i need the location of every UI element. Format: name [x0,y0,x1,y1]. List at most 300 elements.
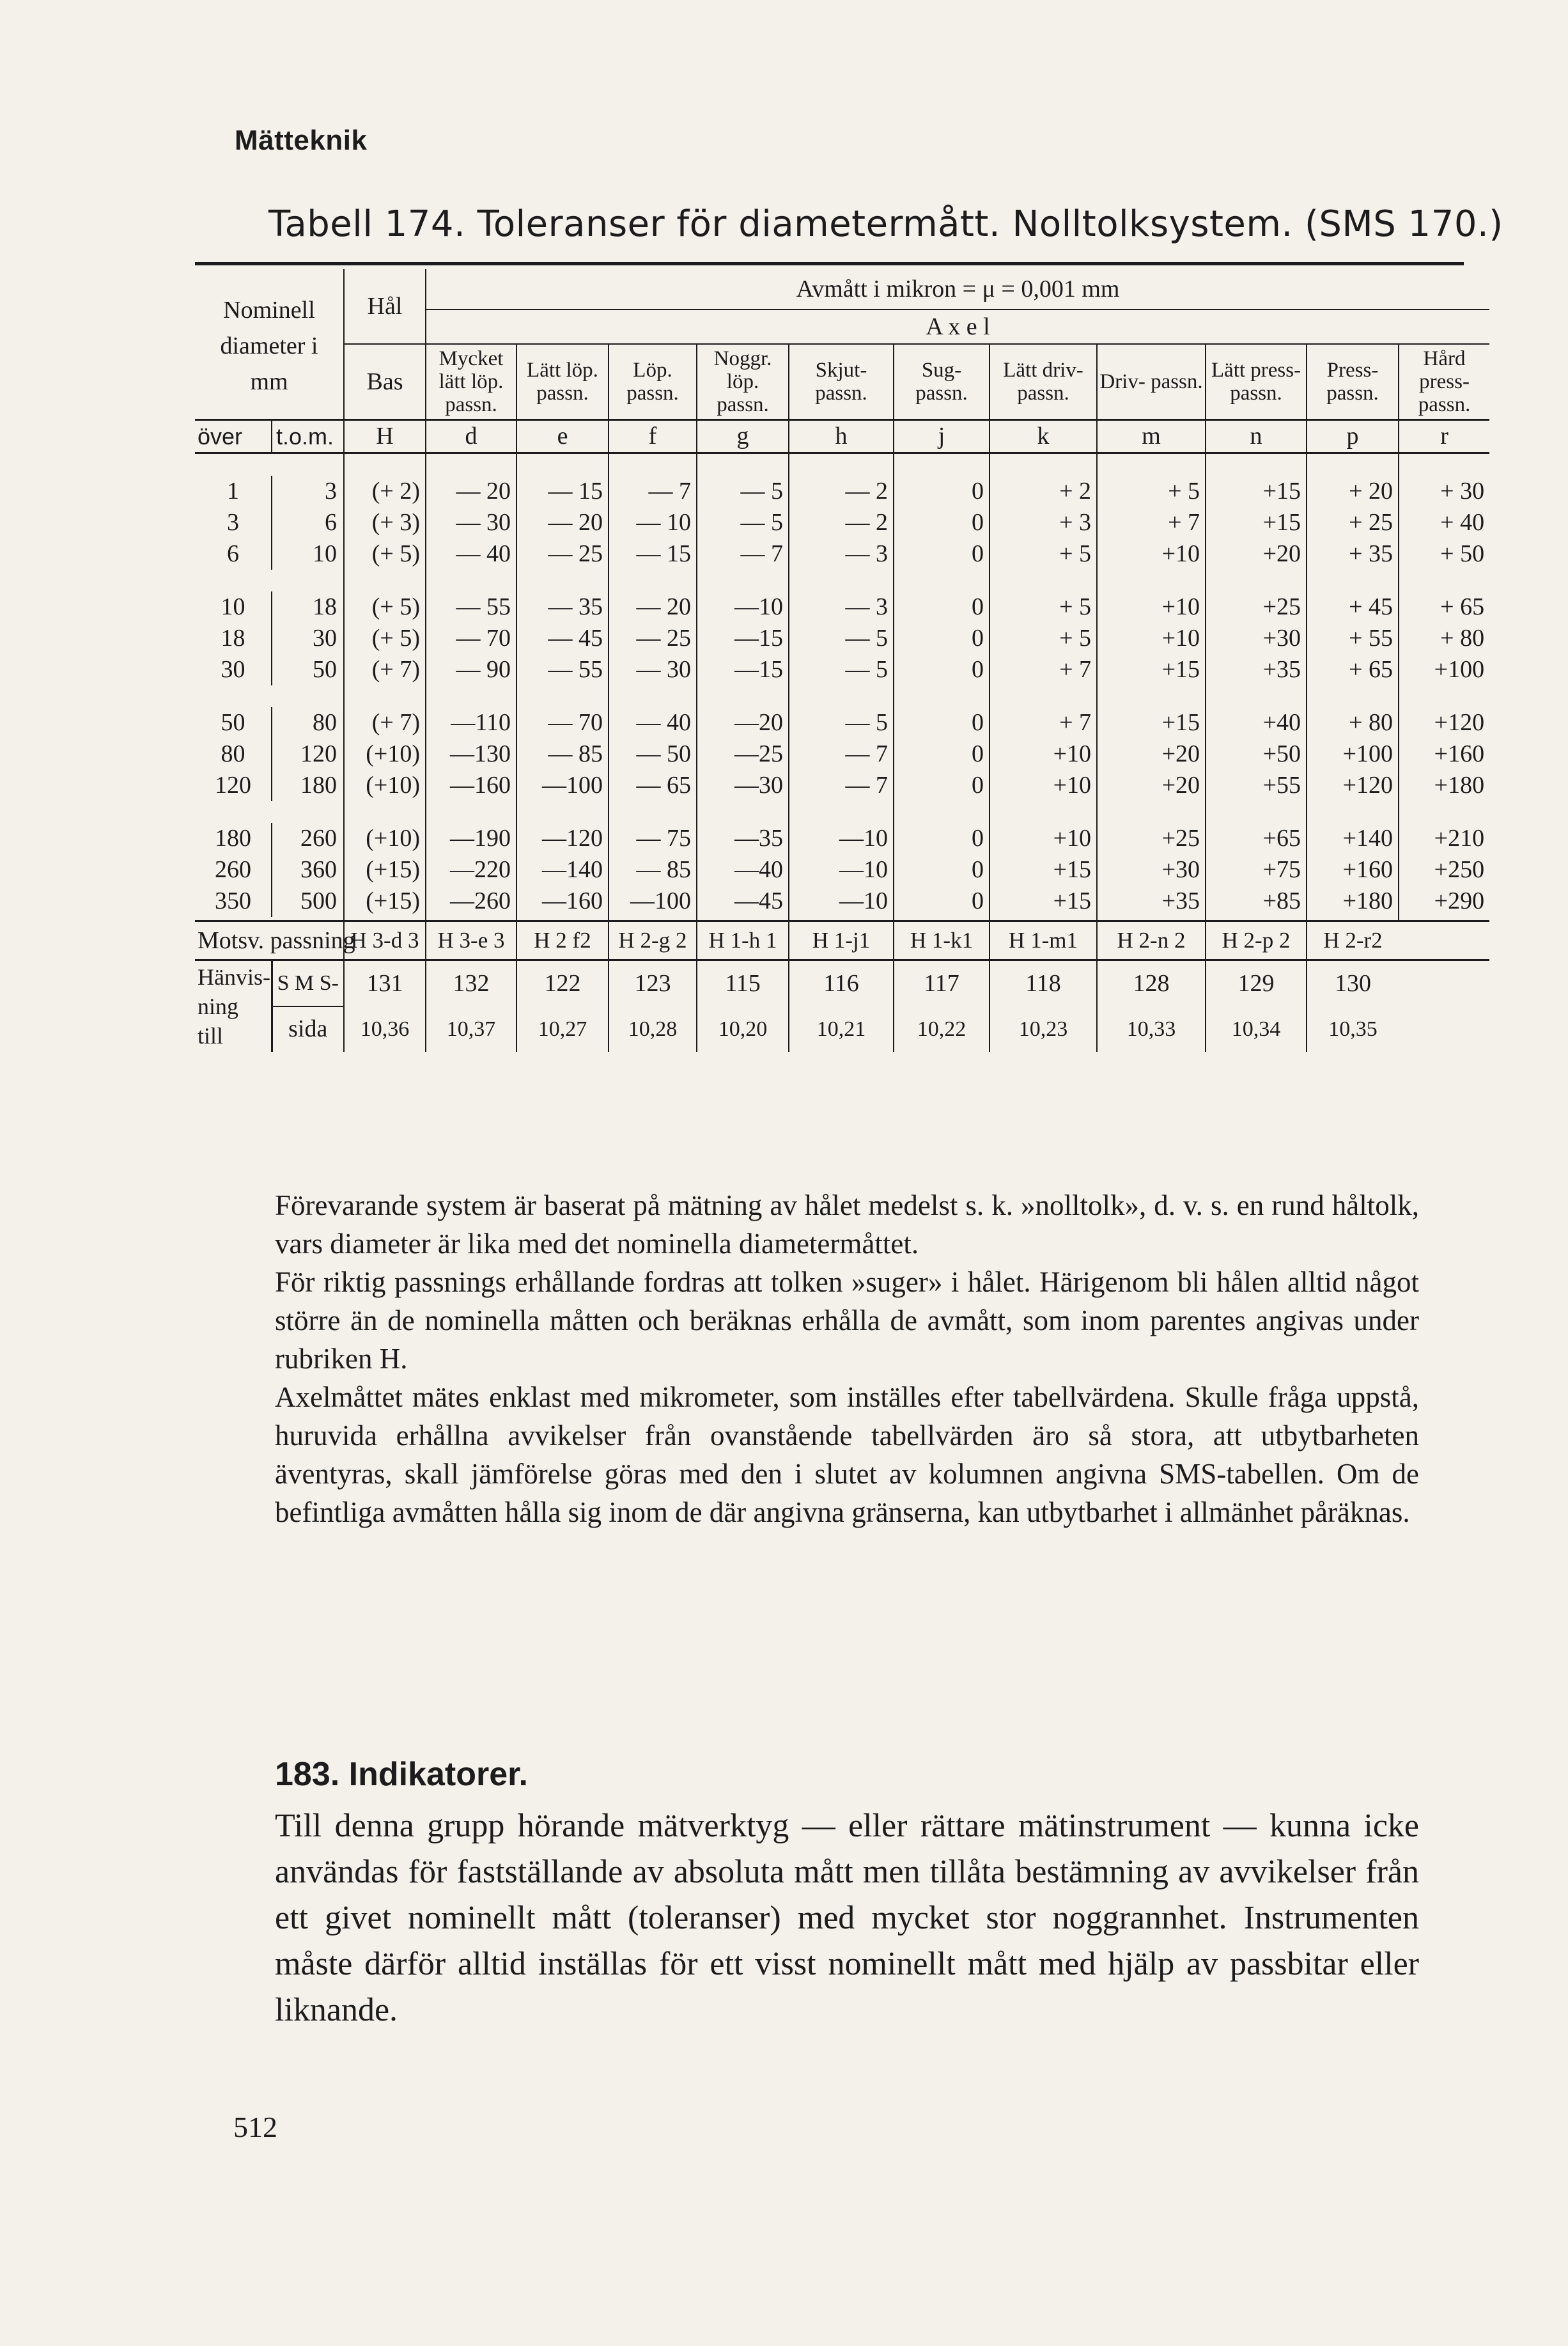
table-cell: + 65 [1307,654,1399,685]
motsv-value: H 3-e 3 [426,921,516,960]
table-cell: +140 [1307,823,1399,854]
table-cell: — 70 [426,623,516,654]
table-cell: — 45 [516,623,609,654]
table-cell: — 2 [789,507,894,538]
table-cell: —15 [697,623,789,654]
group-gap [195,685,1489,707]
table-cell: 80 [272,707,344,739]
table-row [195,538,1489,570]
table-cell: — 85 [516,739,609,770]
table-cell: —10 [789,854,894,886]
page-number: 512 [233,2111,277,2143]
sida-value: 10,35 [1328,1017,1378,1041]
table-cell: 18 [221,625,245,652]
sida-fill [1399,1006,1489,1052]
gap-cell [426,570,516,591]
gap-cell [516,685,609,707]
gap-cell [1399,453,1489,476]
motsv-value: H 2-p 2 [1206,921,1307,960]
gap-cell [609,801,697,823]
table-cell: + 25 [1307,507,1399,538]
paragraph: För riktig passnings erhållande fordras att tolken »suger» i hålet. Härigenom bli hålen alltid något större än de nominella måtten och beräknas erhålla de avmått, som inom parentes angivas under rubriken H. [275,1266,1419,1375]
gap-cell [990,801,1097,823]
sms-value: 118 [990,960,1097,1006]
sms-value: 128 [1097,960,1206,1006]
sida-value: 10,37 [426,1006,516,1052]
column-header: Driv- passn. [1097,344,1206,420]
sida-value: 10,21 [789,1006,894,1052]
table-row [195,770,1489,801]
table-cell: 0 [894,886,990,917]
table-cell: (+ 3) [344,507,426,538]
table-cell: — 75 [609,823,697,854]
column-header: Skjut- passn. [789,344,894,420]
table-cell: 18 [272,591,344,623]
group-gap [195,570,1489,591]
table-cell: —35 [697,823,789,854]
table-cell: —120 [516,823,609,854]
gap-cell [789,801,894,823]
paragraph: Förevarande system är baserat på mätning av hålet medelst s. k. »nolltolk», d. v. s. en rund håltolk, vars diameter är lika med det nominella diametermåttet. [275,1189,1419,1260]
sida-value: 10,28 [609,1006,697,1052]
table-cell: — 50 [609,739,697,770]
gap-cell [894,801,990,823]
table-row [195,591,1489,623]
table-cell: —100 [516,770,609,801]
column-letter: h [789,420,894,453]
sms-value: 122 [516,960,609,1006]
table-cell: 6 [227,540,239,567]
table-cell: + 45 [1307,591,1399,623]
table-cell: — 30 [609,654,697,685]
gap-cell [1097,801,1206,823]
table-cell: — 70 [516,707,609,739]
column-letter: g [697,420,789,453]
table-cell: (+10) [344,739,426,770]
table-cell: +290 [1434,888,1485,914]
table-cell: (+10) [344,823,426,854]
table-cell: +15 [1206,476,1307,507]
table-cell: +65 [1206,823,1307,854]
table-cell: — 40 [426,538,516,570]
gap-cell [1097,453,1206,476]
column-names-row [195,344,1489,420]
gap-cell [789,453,894,476]
table-cell: + 80 [1307,707,1399,739]
table-cell: +160 [1434,740,1485,767]
table-cell: +15 [1206,507,1307,538]
table-cell: + 30 [1440,478,1485,504]
column-header: Noggr. löp. passn. [697,344,789,420]
motsv-value: H 1-k1 [894,921,990,960]
table-cell: 180 [272,770,344,801]
sida-label: sida [272,1006,344,1052]
table-cell: 350 [215,888,251,914]
table-cell: — 7 [609,476,697,507]
table-cell: —110 [426,707,516,739]
gap-cell [272,453,344,476]
table-cell: — 5 [697,476,789,507]
gap-cell [516,801,609,823]
motsv-value: H 2-n 2 [1097,921,1206,960]
table-cell: — 7 [697,538,789,570]
table-cell: +180 [1307,886,1399,917]
table-cell: (+ 2) [344,476,426,507]
table-cell: —260 [426,886,516,917]
table-cell: + 40 [1440,509,1485,536]
table-cell: — 90 [426,654,516,685]
table-cell: — 25 [516,538,609,570]
table-cell: 10 [272,538,344,570]
column-letter: k [990,420,1097,453]
table-cell: 3 [227,509,239,536]
table-row [195,854,1489,886]
table-cell: (+15) [344,886,426,917]
sida-value: 10,23 [990,1006,1097,1052]
table-cell: +210 [1434,825,1485,852]
table-cell: — 7 [789,739,894,770]
gap-cell [789,570,894,591]
column-header: Lätt driv- passn. [990,344,1097,420]
over-header: över [198,423,243,450]
gap-cell [1206,801,1307,823]
table-cell: +15 [990,886,1097,917]
group-gap [195,453,1489,476]
table-cell: 6 [272,507,344,538]
table-cell: —160 [516,886,609,917]
table-cell: +20 [1206,538,1307,570]
sms-label: S M S- [272,960,344,1006]
gap-cell [426,453,516,476]
gap-cell [1307,453,1399,476]
column-letter: j [894,420,990,453]
table-cell: 0 [894,591,990,623]
header-row-1 [195,269,1489,309]
table-cell: 0 [894,739,990,770]
sms-value: 116 [789,960,894,1006]
table-cell: — 5 [789,623,894,654]
table-cell: 500 [272,886,344,917]
sms-value: 129 [1206,960,1307,1006]
sida-value: 10,20 [697,1006,789,1052]
gap-cell [516,453,609,476]
gap-cell [344,453,426,476]
table-cell: + 7 [990,707,1097,739]
letters-row [195,420,1489,453]
section-183-title: 183. Indikatorer. [275,1756,528,1793]
table-cell: + 50 [1440,540,1485,567]
table-cell: 0 [894,770,990,801]
table-cell: —130 [426,739,516,770]
table-row [195,739,1489,770]
column-letter: m [1097,420,1206,453]
table-cell: 30 [272,623,344,654]
gap-cell [1307,685,1399,707]
column-letter: p [1307,420,1399,453]
table-cell: 80 [221,740,245,767]
table-cell: 260 [272,823,344,854]
table-cell: 1 [227,478,239,504]
table-row [195,507,1489,538]
table-cell: (+ 7) [344,707,426,739]
table-cell: + 65 [1440,593,1485,620]
table-cell: 0 [894,507,990,538]
table-cell: 0 [894,707,990,739]
table-row [195,623,1489,654]
table-cell: +120 [1434,709,1485,736]
gap-cell [344,570,426,591]
table-cell: +55 [1206,770,1307,801]
table-cell: —20 [697,707,789,739]
sida-row [195,1006,1489,1052]
group-gap [195,801,1489,823]
motsv-value: H 2-r2 [1323,927,1383,953]
gap-cell [697,801,789,823]
table-cell: 3 [272,476,344,507]
table-cell: —100 [609,886,697,917]
table-cell: —10 [789,886,894,917]
table-cell: —45 [697,886,789,917]
table-cell: + 80 [1440,625,1485,652]
column-header: Lätt löp. passn. [516,344,609,420]
table-cell: + 7 [1097,507,1206,538]
table-cell: +15 [1097,654,1206,685]
gap-cell [609,453,697,476]
table-cell: +10 [1097,623,1206,654]
table-cell: — 25 [609,623,697,654]
table-cell: +30 [1097,854,1206,886]
gap-cell [1399,685,1489,707]
table-cell: +250 [1434,856,1485,883]
motsv-value: H 2-g 2 [609,921,697,960]
column-header: Press- passn. [1307,344,1399,420]
gap-cell [697,570,789,591]
table-cell: —140 [516,854,609,886]
gap-cell [344,685,426,707]
sms-value: 130 [1335,969,1371,997]
gap-cell [195,801,272,823]
table-row [195,886,1489,917]
table-cell: + 3 [990,507,1097,538]
table-cell: — 55 [426,591,516,623]
hanvis-label: Hänvis-ning till [198,964,270,1049]
gap-cell [609,685,697,707]
table-caption: Tabell 174. Toleranser för diametermått. Nolltolksystem. (SMS 170.) [268,203,1503,245]
motsv-row [195,921,1489,960]
gap-cell [516,570,609,591]
table-cell: +30 [1206,623,1307,654]
gap-cell [990,685,1097,707]
column-header: Hård press- passn. [1418,347,1471,416]
avmatt-header: Avmått i mikron = μ = 0,001 mm [796,276,1120,302]
tolerance-table [195,269,1489,1052]
gap-cell [195,685,272,707]
table-cell: +20 [1097,770,1206,801]
table-cell: 50 [272,654,344,685]
table-cell: 260 [215,856,251,883]
gap-cell [195,570,272,591]
gap-cell [697,453,789,476]
gap-cell [609,570,697,591]
table-cell: 120 [215,772,251,799]
gap-cell [894,685,990,707]
table-cell: —30 [697,770,789,801]
table-cell: +160 [1307,854,1399,886]
motsv-value: H 1-m1 [990,921,1097,960]
table-cell: +10 [990,823,1097,854]
table-cell: —15 [697,654,789,685]
bas-header: Bas [344,344,426,420]
table-row [195,707,1489,739]
motsv-value: H 1-j1 [789,921,894,960]
sida-value: 10,22 [894,1006,990,1052]
table-cell: +15 [990,854,1097,886]
motsv-value: H 3-d 3 [344,921,426,960]
table-cell: — 5 [789,654,894,685]
table-cell: (+ 5) [344,538,426,570]
gap-cell [344,801,426,823]
sms-value: 123 [609,960,697,1006]
table-cell: + 7 [990,654,1097,685]
table-row [195,823,1489,854]
table-cell: — 5 [789,707,894,739]
table-cell: + 5 [1097,476,1206,507]
table-cell: —190 [426,823,516,854]
table-cell: — 55 [516,654,609,685]
sms-value: 115 [697,960,789,1006]
column-letter: e [516,420,609,453]
table-cell: 0 [894,854,990,886]
table-cell: — 30 [426,507,516,538]
gap-cell [990,570,1097,591]
table-cell: +20 [1097,739,1206,770]
gap-cell [990,453,1097,476]
table-cell: —40 [697,854,789,886]
motsv-value: H 2 f2 [516,921,609,960]
table-cell: + 55 [1307,623,1399,654]
table-cell: 10 [221,593,245,620]
gap-cell [1307,801,1399,823]
table-cell: + 35 [1307,538,1399,570]
sms-fill [1399,960,1489,1006]
table-cell: — 20 [426,476,516,507]
table-cell: +180 [1434,772,1485,799]
gap-cell [1206,570,1307,591]
table-cell: 50 [221,709,245,736]
table-cell: +35 [1097,886,1206,917]
table-row [195,654,1489,685]
gap-cell [1206,685,1307,707]
table-cell: —25 [697,739,789,770]
tolerance-table-wrapper [195,262,1485,1052]
column-letter: r [1440,423,1448,450]
table-cell: — 10 [609,507,697,538]
gap-cell [272,570,344,591]
table-cell: +10 [990,739,1097,770]
table-cell: (+ 7) [344,654,426,685]
table-cell: 120 [272,739,344,770]
motsv-label: Motsv. passning [195,921,344,960]
table-cell: — 3 [789,538,894,570]
column-header: Löp. passn. [609,344,697,420]
table-cell: +10 [1097,538,1206,570]
gap-cell [272,801,344,823]
table-cell: 0 [894,654,990,685]
table-cell: — 40 [609,707,697,739]
table-cell: +100 [1307,739,1399,770]
paragraph: Axelmåttet mätes enklast med mikrometer, som inställes efter tabellvärdena. Skulle fråga uppstå, huruvida erhållna avvikelser från ovanstående tabellvärden äro så stora, att utbytbarheten äventyras, skall jämförelse göras med den i slutet av kolumnen angivna SMS-tabellen. Om de befintliga avmåtten hålla sig inom de där angivna gränserna, kan utbytbarhet i allmänhet påräknas. [275,1381,1419,1528]
column-letter: d [426,420,516,453]
body-text [275,1186,1419,1531]
table-cell: —220 [426,854,516,886]
gap-cell [426,801,516,823]
sms-row [195,960,1489,1006]
table-cell: + 20 [1307,476,1399,507]
table-cell: +75 [1206,854,1307,886]
column-header: Mycket lätt löp. passn. [426,344,516,420]
tom-header: t.o.m. [272,420,344,453]
table-cell: —10 [789,823,894,854]
table-cell: + 2 [990,476,1097,507]
table-cell: — 20 [609,591,697,623]
table-cell: — 65 [609,770,697,801]
table-cell: +50 [1206,739,1307,770]
gap-cell [1307,570,1399,591]
table-cell: —10 [697,591,789,623]
table-cell: — 5 [697,507,789,538]
sida-value: 10,27 [516,1006,609,1052]
gap-cell [272,685,344,707]
table-cell: — 35 [516,591,609,623]
column-letter: f [609,420,697,453]
section-title: Mätteknik [235,125,368,156]
gap-cell [894,453,990,476]
table-cell: — 20 [516,507,609,538]
table-cell: 30 [221,656,245,683]
gap-cell [789,685,894,707]
gap-cell [1206,453,1307,476]
gap-cell [1097,570,1206,591]
table-cell: 0 [894,823,990,854]
table-cell: +40 [1206,707,1307,739]
axel-header: A x e l [426,309,1489,344]
column-letter: H [344,420,426,453]
nominal-diameter-header: Nominell diameter i mm [220,297,318,395]
gap-cell [1097,685,1206,707]
table-cell: 180 [215,825,251,852]
table-cell: 0 [894,623,990,654]
table-cell: +10 [990,770,1097,801]
table-cell: — 3 [789,591,894,623]
table-cell: + 5 [990,623,1097,654]
table-cell: +25 [1206,591,1307,623]
table-cell: +35 [1206,654,1307,685]
sms-value: 132 [426,960,516,1006]
column-header: Lätt press- passn. [1206,344,1307,420]
table-cell: +15 [1097,707,1206,739]
table-cell: — 7 [789,770,894,801]
table-cell: +120 [1307,770,1399,801]
table-row [195,476,1489,507]
table-cell: — 2 [789,476,894,507]
table-cell: — 15 [516,476,609,507]
table-cell: +25 [1097,823,1206,854]
table-cell: (+10) [344,770,426,801]
sida-value: 10,36 [344,1006,426,1052]
table-cell: —160 [426,770,516,801]
table-cell: — 85 [609,854,697,886]
gap-cell [697,685,789,707]
